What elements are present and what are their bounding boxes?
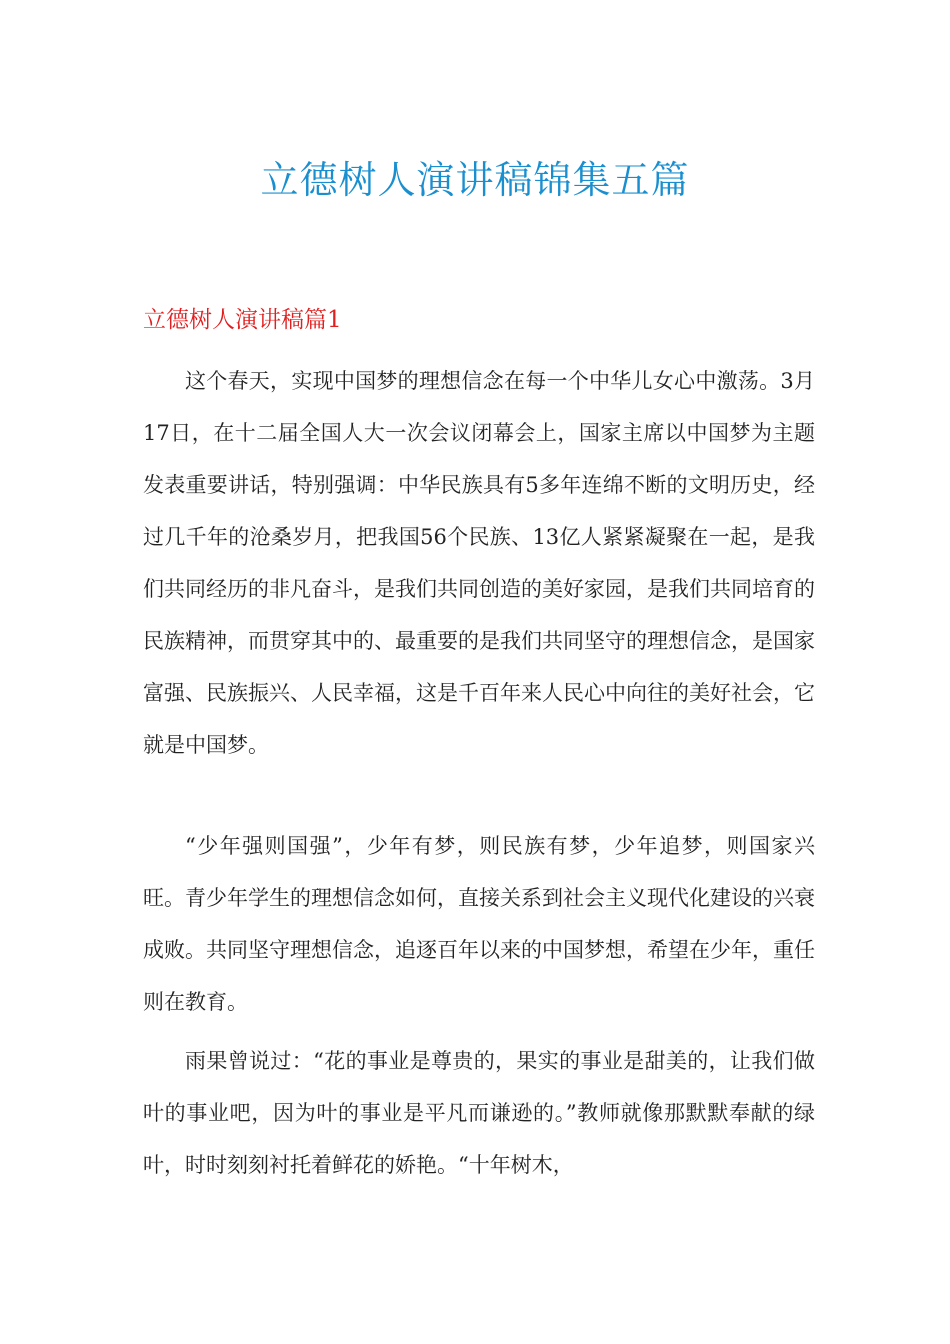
body-paragraph-2: “少年强则国强”，少年有梦，则民族有梦，少年追梦，则国家兴旺。青少年学生的理想信念如何，直接关系到社会主义现代化建设的兴衰成败。共同坚守理想信念，追逐百年以来的中国梦想，希望在少年，重任则在教育。 bbox=[143, 834, 815, 1014]
body-paragraph-3: 雨果曾说过：“花的事业是尊贵的，果实的事业是甜美的，让我们做叶的事业吧，因为叶的事业是平凡而谦逊的。”教师就像那默默奉献的绿叶，时时刻刻衬托着鲜花的娇艳。“十年树木， bbox=[143, 1049, 815, 1177]
body-paragraph-1: 这个春天，实现中国梦的理想信念在每一个中华儿女心中激荡。3月17日，在十二届全国人大一次会议闭幕会上，国家主席以中国梦为主题发表重要讲话，特别强调：中华民族具有5多年连绵不断的文明历史，经过几千年的沧桑岁月，把我国56个民族、13亿人紧紧凝聚在一起，是我们共同经历的非凡奋斗，是我们共同创造的美好家园，是我们共同培育的民族精神，而贯穿其中的、最重要的是我们共同坚守的理想信念，是国家富强、民族振兴、人民幸福，这是千百年来人民心中向往的美好社会，它就是中国梦。 bbox=[143, 369, 815, 757]
document-title: 立德树人演讲稿锦集五篇 bbox=[260, 158, 690, 202]
section-heading: 立德树人演讲稿篇1 bbox=[143, 307, 342, 333]
